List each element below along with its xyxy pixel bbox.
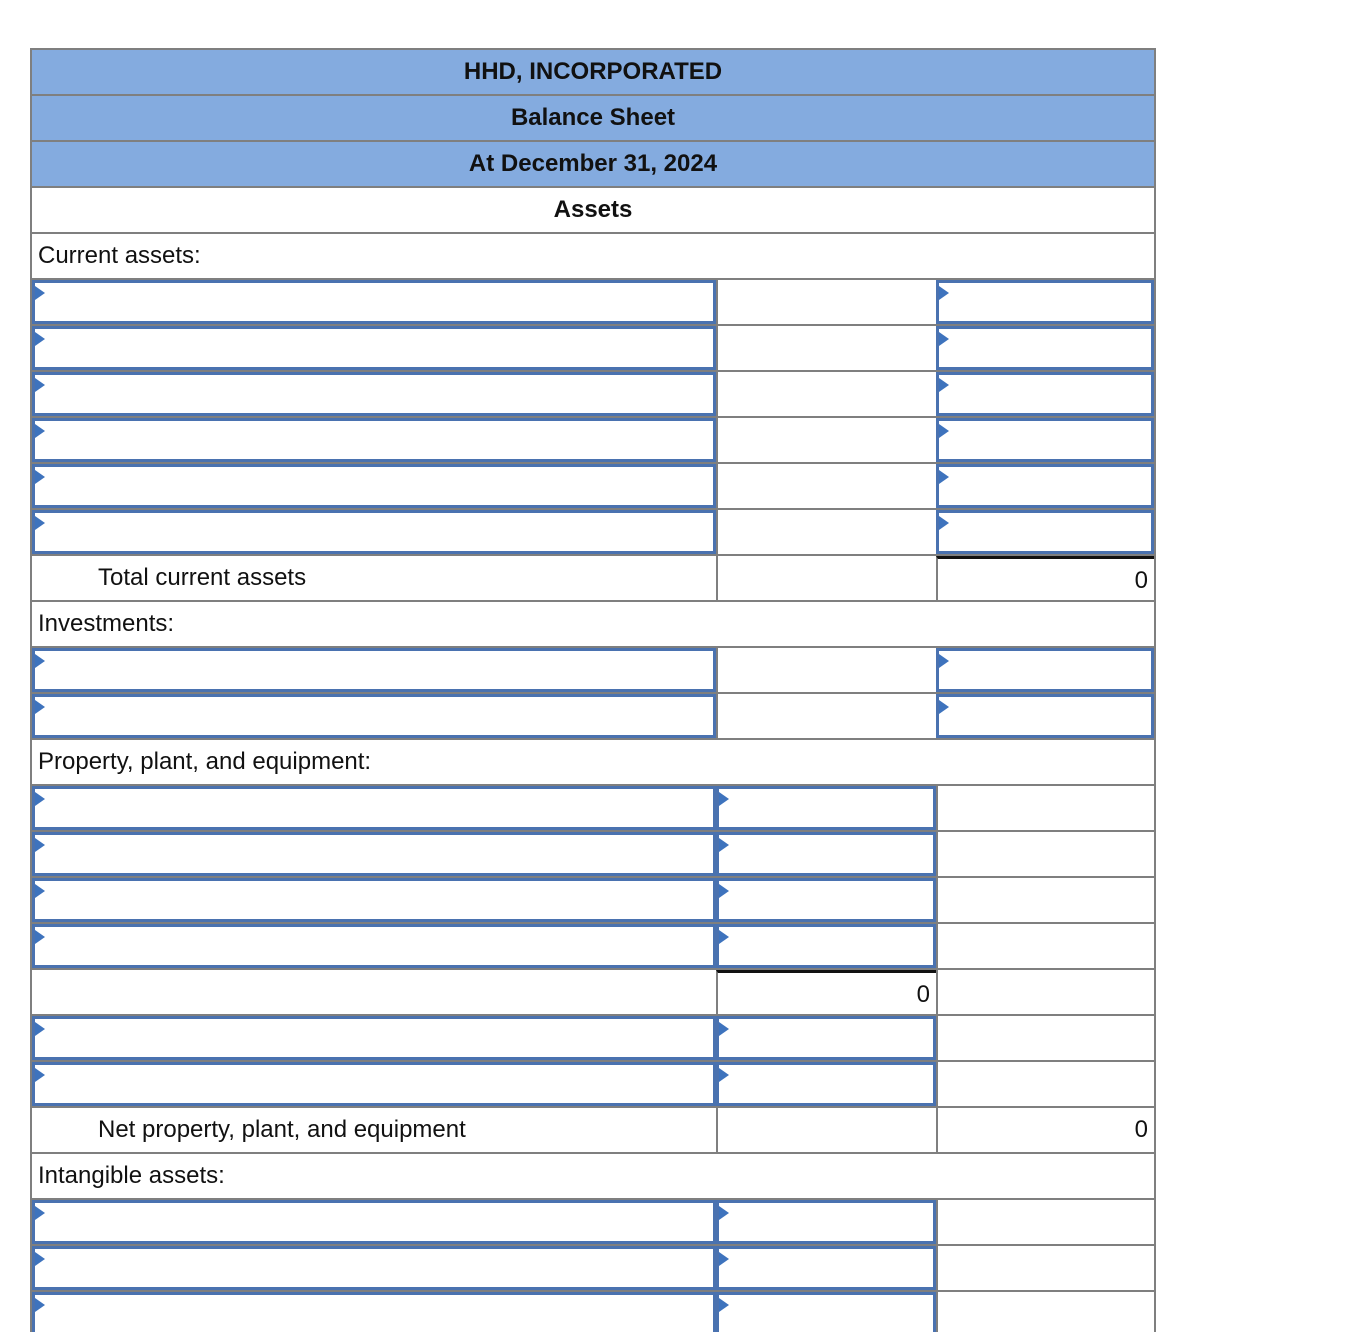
ppe-row [32, 1062, 1154, 1108]
amount-input[interactable] [936, 648, 1154, 692]
account-name-input[interactable] [32, 280, 716, 324]
amount-input[interactable] [716, 786, 936, 830]
ppe-row [32, 878, 1154, 924]
account-name-input[interactable] [32, 832, 716, 876]
dropdown-flag-icon [35, 654, 45, 668]
account-name-input[interactable] [32, 1062, 716, 1106]
empty-cell [936, 1016, 1154, 1060]
dropdown-flag-icon [719, 1206, 729, 1220]
amount-input[interactable] [716, 924, 936, 968]
account-name-input[interactable] [32, 924, 716, 968]
dropdown-flag-icon [35, 838, 45, 852]
account-name-input[interactable] [32, 694, 716, 738]
dropdown-flag-icon [939, 516, 949, 530]
current-asset-row [32, 510, 1154, 556]
dropdown-flag-icon [719, 838, 729, 852]
empty-cell [716, 694, 936, 738]
dropdown-flag-icon [719, 1068, 729, 1082]
dropdown-flag-icon [719, 1252, 729, 1266]
current-asset-row [32, 418, 1154, 464]
empty-cell [936, 924, 1154, 968]
dropdown-flag-icon [719, 930, 729, 944]
empty-cell [936, 1292, 1154, 1332]
balance-sheet-table [30, 48, 1156, 1332]
dropdown-flag-icon [939, 286, 949, 300]
ppe-subtotal-value: 0 [716, 970, 936, 1014]
empty-cell [716, 556, 936, 600]
intangibles-label: Intangible assets: [32, 1154, 1154, 1200]
empty-cell [936, 832, 1154, 876]
dropdown-flag-icon [939, 332, 949, 346]
dropdown-flag-icon [35, 792, 45, 806]
dropdown-flag-icon [719, 792, 729, 806]
account-name-input[interactable] [32, 510, 716, 554]
amount-input[interactable] [936, 372, 1154, 416]
dropdown-flag-icon [35, 1022, 45, 1036]
assets-heading: Assets [32, 188, 1154, 234]
dropdown-flag-icon [35, 1206, 45, 1220]
amount-input[interactable] [936, 464, 1154, 508]
account-name-input[interactable] [32, 878, 716, 922]
dropdown-flag-icon [35, 1298, 45, 1312]
dropdown-flag-icon [35, 470, 45, 484]
dropdown-flag-icon [35, 700, 45, 714]
total-current-assets-value: 0 [936, 556, 1154, 600]
dropdown-flag-icon [939, 654, 949, 668]
amount-input[interactable] [716, 1292, 936, 1332]
amount-input[interactable] [716, 1246, 936, 1290]
dropdown-flag-icon [939, 470, 949, 484]
empty-cell [716, 372, 936, 416]
investment-row [32, 694, 1154, 740]
account-name-input[interactable] [32, 372, 716, 416]
company-name: HHD, INCORPORATED [32, 50, 1154, 96]
empty-cell [716, 326, 936, 370]
empty-cell [936, 786, 1154, 830]
net-ppe-row [32, 1108, 1154, 1154]
current-assets-label: Current assets: [32, 234, 1154, 280]
empty-cell [716, 1108, 936, 1152]
amount-input[interactable] [716, 878, 936, 922]
dropdown-flag-icon [35, 884, 45, 898]
account-name-input[interactable] [32, 418, 716, 462]
amount-input[interactable] [936, 326, 1154, 370]
empty-cell [936, 1246, 1154, 1290]
statement-title: Balance Sheet [32, 96, 1154, 142]
amount-input[interactable] [716, 832, 936, 876]
net-ppe-label: Net property, plant, and equipment [98, 1116, 466, 1143]
account-name-input[interactable] [32, 648, 716, 692]
current-asset-row [32, 464, 1154, 510]
intangible-row [32, 1292, 1154, 1332]
investments-label: Investments: [32, 602, 1154, 648]
amount-input[interactable] [716, 1200, 936, 1244]
dropdown-flag-icon [719, 1022, 729, 1036]
amount-input[interactable] [716, 1016, 936, 1060]
account-name-input[interactable] [32, 1292, 716, 1332]
intangible-row [32, 1200, 1154, 1246]
ppe-label: Property, plant, and equipment: [32, 740, 1154, 786]
account-name-input[interactable] [32, 464, 716, 508]
intangible-row [32, 1246, 1154, 1292]
current-asset-row [32, 326, 1154, 372]
ppe-row [32, 1016, 1154, 1062]
dropdown-flag-icon [719, 884, 729, 898]
dropdown-flag-icon [35, 424, 45, 438]
amount-input[interactable] [716, 1062, 936, 1106]
dropdown-flag-icon [35, 1252, 45, 1266]
amount-input[interactable] [936, 280, 1154, 324]
ppe-subtotal-row [32, 970, 1154, 1016]
empty-cell [936, 970, 1154, 1014]
dropdown-flag-icon [939, 700, 949, 714]
dropdown-flag-icon [35, 332, 45, 346]
empty-cell [936, 1200, 1154, 1244]
empty-cell [716, 648, 936, 692]
account-name-input[interactable] [32, 326, 716, 370]
amount-input[interactable] [936, 418, 1154, 462]
account-name-input[interactable] [32, 1200, 716, 1244]
dropdown-flag-icon [35, 930, 45, 944]
account-name-input[interactable] [32, 1246, 716, 1290]
amount-input[interactable] [936, 510, 1154, 554]
net-ppe-value: 0 [936, 1108, 1154, 1152]
empty-cell [936, 878, 1154, 922]
current-asset-row [32, 280, 1154, 326]
dropdown-flag-icon [939, 378, 949, 392]
empty-cell [716, 280, 936, 324]
empty-cell [32, 970, 716, 1014]
statement-date: At December 31, 2024 [32, 142, 1154, 188]
dropdown-flag-icon [939, 424, 949, 438]
dropdown-flag-icon [35, 378, 45, 392]
investment-row [32, 648, 1154, 694]
dropdown-flag-icon [35, 516, 45, 530]
empty-cell [936, 1062, 1154, 1106]
dropdown-flag-icon [35, 286, 45, 300]
current-asset-row [32, 372, 1154, 418]
ppe-row [32, 924, 1154, 970]
total-current-assets-row [32, 556, 1154, 602]
amount-input[interactable] [936, 694, 1154, 738]
ppe-row [32, 786, 1154, 832]
empty-cell [716, 510, 936, 554]
ppe-row [32, 832, 1154, 878]
empty-cell [716, 464, 936, 508]
account-name-input[interactable] [32, 786, 716, 830]
dropdown-flag-icon [719, 1298, 729, 1312]
dropdown-flag-icon [35, 1068, 45, 1082]
total-current-assets-label: Total current assets [98, 564, 307, 591]
empty-cell [716, 418, 936, 462]
account-name-input[interactable] [32, 1016, 716, 1060]
